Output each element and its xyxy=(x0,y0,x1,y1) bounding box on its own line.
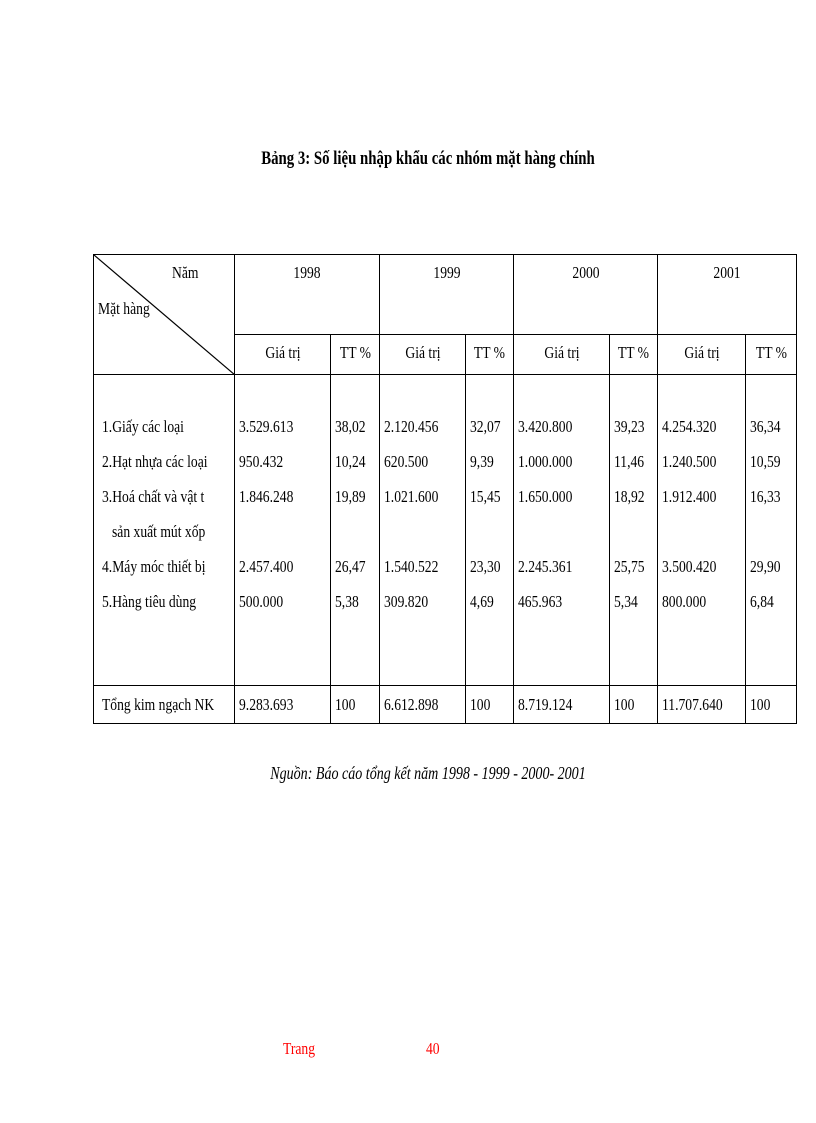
subheader-pct: TT % xyxy=(746,335,797,375)
pct-cell: 10,24 xyxy=(335,452,366,471)
value-cell: 465.963 xyxy=(518,592,563,611)
page-title: Bảng 3: Số liệu nhập khẩu các nhóm mặt hàng chính xyxy=(261,148,595,169)
value-cell: 309.820 xyxy=(384,592,429,611)
footer-page-label: Trang xyxy=(283,1039,315,1058)
pct-cell: 6,84 xyxy=(750,592,774,611)
item-name: 2.Hạt nhựa các loại xyxy=(102,452,208,471)
subheader-value: Giá trị xyxy=(514,335,610,375)
item-name: 5.Hàng tiêu dùng xyxy=(102,592,197,611)
item-name: 3.Hoá chất và vật t xyxy=(102,487,205,506)
item-name: 4.Máy móc thiết bị xyxy=(102,557,206,576)
pct-cell: 11,46 xyxy=(614,452,645,471)
pct-cell: 16,33 xyxy=(750,487,781,506)
source-note: Nguồn: Báo cáo tổng kết năm 1998 - 1999 - 2000- 2001 xyxy=(270,763,586,783)
header-year-label: Năm xyxy=(172,263,199,282)
value-cell: 800.000 xyxy=(662,592,707,611)
value-cell: 1.650.000 xyxy=(518,487,573,506)
pct-cell: 5,34 xyxy=(614,592,638,611)
value-cell: 1.240.500 xyxy=(662,452,717,471)
total-pct: 100 xyxy=(750,694,771,714)
subheader-pct: TT % xyxy=(610,335,658,375)
pct-cell: 36,34 xyxy=(750,417,781,436)
pct-cell: 23,30 xyxy=(470,557,501,576)
pct-cell: 38,02 xyxy=(335,417,366,436)
pct-cell: 10,59 xyxy=(750,452,781,471)
header-item-label: Mặt hàng xyxy=(98,299,150,318)
pct-cell: 32,07 xyxy=(470,417,501,436)
pct-cell: 25,75 xyxy=(614,557,645,576)
value-cell: 1.540.522 xyxy=(384,557,439,576)
footer-page-number: 40 xyxy=(426,1039,440,1058)
item-name: 1.Giấy các loại xyxy=(102,417,184,436)
value-cell: 4.254.320 xyxy=(662,417,717,436)
subheader-pct: TT % xyxy=(466,335,514,375)
data-body xyxy=(94,375,797,686)
pct-cell: 9,39 xyxy=(470,452,494,471)
value-cell: 1.000.000 xyxy=(518,452,573,471)
total-value: 6.612.898 xyxy=(384,694,439,714)
pct-cell: 18,92 xyxy=(614,487,645,506)
total-label: Tổng kim ngạch NK xyxy=(102,694,215,714)
pct-cell: 15,45 xyxy=(470,487,501,506)
value-cell: 1.021.600 xyxy=(384,487,439,506)
pct-cell: 39,23 xyxy=(614,417,645,436)
year-header-1998: 1998 xyxy=(235,255,380,335)
import-table xyxy=(93,254,796,723)
value-cell: 620.500 xyxy=(384,452,429,471)
subheader-value: Giá trị xyxy=(658,335,746,375)
value-cell: 2.245.361 xyxy=(518,557,573,576)
total-row xyxy=(94,686,797,724)
subheader-value: Giá trị xyxy=(235,335,331,375)
subheader-value: Giá trị xyxy=(380,335,466,375)
value-cell: 1.846.248 xyxy=(239,487,294,506)
year-header-2001: 2001 xyxy=(658,255,797,335)
value-cell: 500.000 xyxy=(239,592,284,611)
value-cell: 3.420.800 xyxy=(518,417,573,436)
total-pct: 100 xyxy=(335,694,356,714)
item-names-cell xyxy=(94,375,235,686)
total-value: 11.707.640 xyxy=(662,694,723,714)
value-cell: 2.457.400 xyxy=(239,557,294,576)
header-corner xyxy=(94,255,235,375)
total-pct: 100 xyxy=(614,694,635,714)
value-cell: 1.912.400 xyxy=(662,487,717,506)
value-cell: 2.120.456 xyxy=(384,417,439,436)
pct-cell: 5,38 xyxy=(335,592,359,611)
value-cell: 3.500.420 xyxy=(662,557,717,576)
pct-cell: 19,89 xyxy=(335,487,366,506)
total-value: 8.719.124 xyxy=(518,694,573,714)
value-cell: 3.529.613 xyxy=(239,417,294,436)
pct-cell: 29,90 xyxy=(750,557,781,576)
pct-cell: 26,47 xyxy=(335,557,366,576)
year-header-1999: 1999 xyxy=(380,255,514,335)
total-value: 9.283.693 xyxy=(239,694,294,714)
year-header-2000: 2000 xyxy=(514,255,658,335)
pct-cell: 4,69 xyxy=(470,592,494,611)
value-cell: 950.432 xyxy=(239,452,284,471)
subheader-pct: TT % xyxy=(331,335,380,375)
total-pct: 100 xyxy=(470,694,491,714)
item-name-cont: sản xuất mút xốp xyxy=(112,522,206,541)
